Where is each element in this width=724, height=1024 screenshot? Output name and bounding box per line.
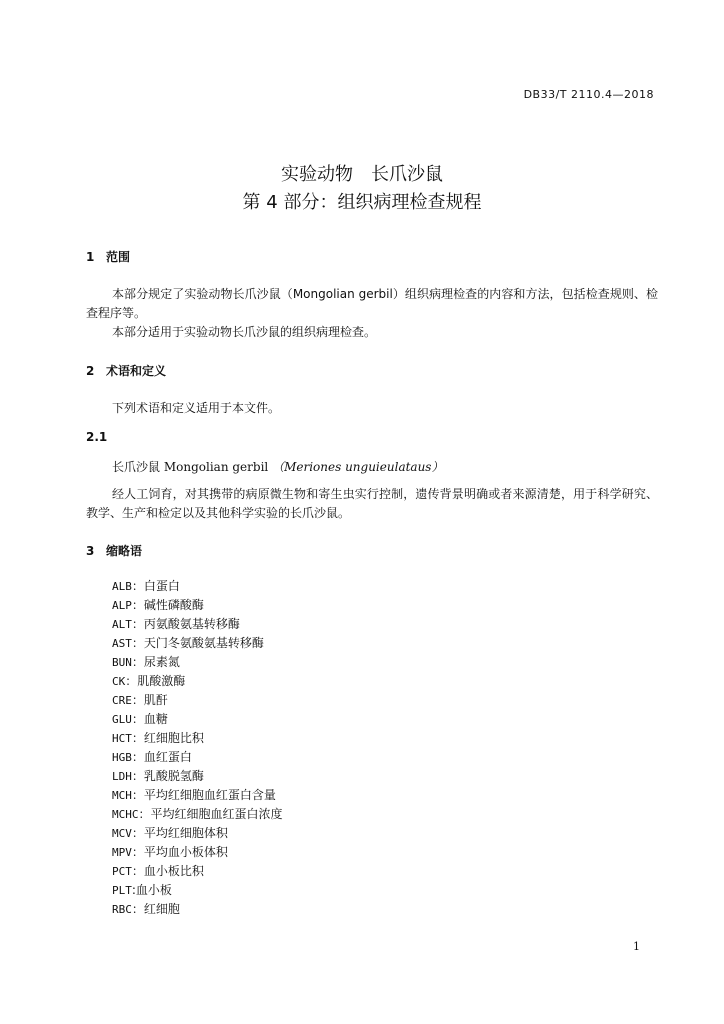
term-latin: （Meriones unguieulataus）: [272, 460, 444, 474]
abbreviation-item: MCV：平均红细胞体积: [112, 826, 228, 840]
term-chinese: 长爪沙鼠: [112, 460, 161, 474]
abbreviation-item: ALP：碱性磷酸酶: [112, 598, 204, 612]
abbreviation-item: GLU：血糖: [112, 712, 168, 726]
abbreviation-item: MCHC：平均红细胞血红蛋白浓度: [112, 807, 283, 821]
abbreviation-item: CK：肌酸激酶: [112, 674, 186, 688]
section-2-number: 2: [86, 364, 95, 378]
abbreviation-item: RBC：红细胞: [112, 902, 180, 916]
section-1-paragraph-1: 本部分规定了实验动物长爪沙鼠（Mongolian gerbil）组织病理检查的内容和方法，包括检查规则、检查程序等。: [86, 287, 658, 320]
term-english: Mongolian gerbil: [163, 460, 269, 474]
section-3-title: 缩略语: [106, 544, 143, 558]
abbreviation-item: CRE：肌酐: [112, 693, 168, 707]
section-3-number: 3: [86, 544, 95, 558]
term-entry: [112, 458, 443, 475]
term-definition: 经人工饲育，对其携带的病原微生物和寄生虫实行控制，遗传背景明确或者来源清楚，用于科学研究、教学、生产和检定以及其他科学实验的长爪沙鼠。: [86, 487, 658, 520]
abbreviation-item: MCH：平均红细胞血红蛋白含量: [112, 788, 276, 802]
page-number: 1: [633, 940, 640, 953]
abbreviation-item: HGB：血红蛋白: [112, 750, 192, 764]
section-2-heading: [86, 362, 166, 379]
section-1-heading: [86, 248, 130, 265]
abbreviation-item: HCT：红细胞比积: [112, 731, 204, 745]
abbreviation-item: ALT：丙氨酸氨基转移酶: [112, 617, 240, 631]
term-number: 2.1: [86, 430, 108, 444]
abbreviation-list: [112, 577, 283, 919]
abbreviation-item: PLT:血小板: [112, 883, 172, 897]
abbreviation-item: BUN：尿素氮: [112, 655, 180, 669]
section-2-paragraph-1: 下列术语和定义适用于本文件。: [112, 401, 281, 415]
document-code: DB33/T 2110.4—2018: [523, 88, 654, 101]
page-title-line1: 实验动物 长爪沙鼠: [281, 164, 443, 185]
section-1-title: 范围: [106, 250, 131, 264]
abbreviation-item: MPV：平均血小板体积: [112, 845, 228, 859]
abbreviation-item: AST：天门冬氨酸氨基转移酶: [112, 636, 264, 650]
abbreviation-item: LDH：乳酸脱氢酶: [112, 769, 204, 783]
section-1-paragraph-2: 本部分适用于实验动物长爪沙鼠的组织病理检查。: [112, 325, 377, 339]
section-2-title: 术语和定义: [106, 364, 167, 378]
abbreviation-item: PCT：血小板比积: [112, 864, 204, 878]
abbreviation-item: ALB：白蛋白: [112, 579, 180, 593]
section-1-number: 1: [86, 250, 95, 264]
section-3-heading: [86, 542, 142, 559]
page-title-line2: 第 4 部分：组织病理检查规程: [242, 192, 482, 213]
